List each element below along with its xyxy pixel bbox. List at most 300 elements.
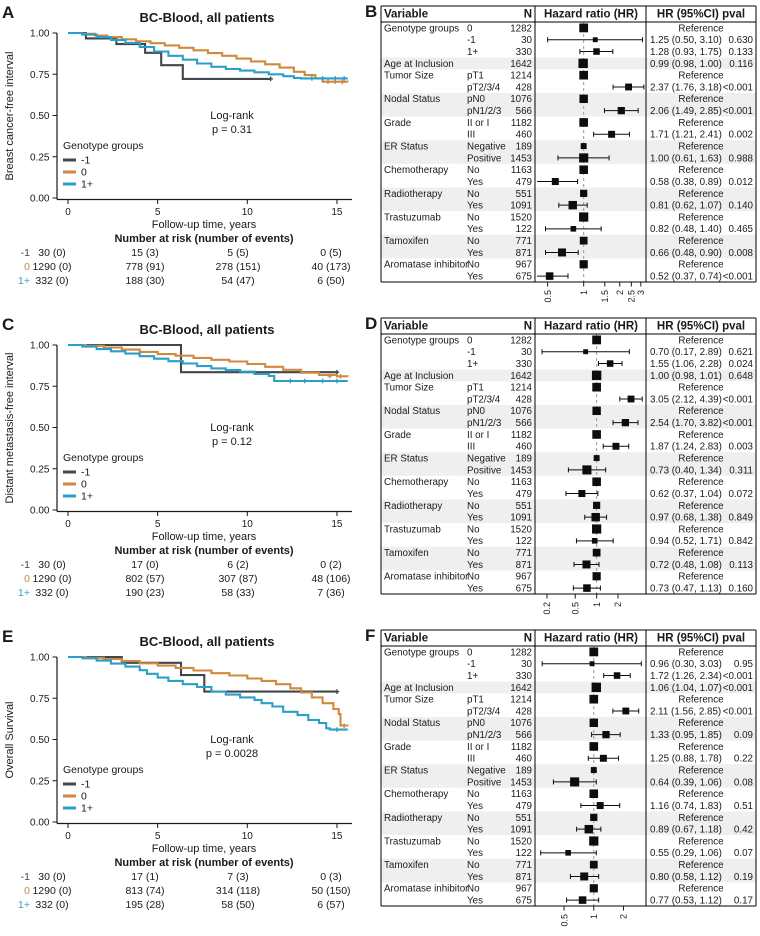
col-header-hr-ci: HR (95%CI) pval [656, 632, 746, 645]
row-level: 1+ [467, 670, 479, 682]
risk-row-group: 0 [24, 885, 30, 897]
row-estimate: 0.81 (0.62, 1.07) [650, 200, 722, 212]
hr-marker [590, 661, 595, 666]
row-estimate: 0.64 (0.39, 1.06) [650, 777, 722, 789]
hr-marker [571, 226, 577, 232]
forest-row [467, 895, 753, 906]
row-level: pN0 [467, 94, 485, 106]
logrank-pvalue: p = 0.0028 [205, 748, 259, 760]
legend-label: -1 [81, 778, 91, 791]
row-variable: Chemotherapy [384, 165, 449, 177]
legend-label: -1 [81, 154, 91, 167]
row-level: II or I [467, 117, 490, 129]
risk-value: 278 (151) [215, 261, 261, 273]
row-n: 460 [515, 753, 532, 765]
logrank-pvalue: p = 0.31 [211, 124, 253, 136]
panel-letter: C [2, 315, 15, 334]
hr-marker [585, 825, 593, 833]
col-header-variable: Variable [384, 320, 429, 333]
hr-marker [592, 407, 600, 415]
row-pvalue: 0.630 [728, 35, 753, 47]
row-level: Yes [467, 488, 483, 500]
x-axis-label: Follow-up time, years [151, 843, 257, 855]
row-n: 1520 [510, 212, 532, 224]
forest-row [384, 524, 724, 535]
panel-letter: E [2, 627, 14, 646]
forest-row [467, 359, 754, 370]
row-n: 1642 [510, 370, 532, 382]
row-estimate: 0.94 (0.52, 1.71) [650, 536, 722, 548]
row-n: 566 [515, 730, 532, 742]
forest-row [467, 489, 753, 500]
axis-tick-label: 0.2 [542, 602, 553, 615]
row-level: III [467, 441, 476, 453]
row-reference: Reference [678, 571, 724, 583]
row-level: pN1/2/3 [467, 730, 502, 742]
row-n: 771 [515, 860, 532, 872]
risk-value: 1290 (0) [32, 573, 72, 585]
forest-row [467, 671, 753, 682]
risk-row-group: 1+ [18, 275, 30, 287]
hr-marker [580, 872, 588, 880]
row-level: No [467, 477, 480, 489]
row-reference: Reference [678, 860, 724, 872]
row-n: 871 [515, 559, 532, 571]
col-header-n: N [523, 8, 532, 21]
hr-marker [590, 814, 597, 821]
risk-value: 332 (0) [35, 275, 69, 287]
hr-marker [565, 850, 571, 856]
row-pvalue: 0.311 [729, 465, 753, 477]
hr-marker [579, 71, 588, 80]
legend-label: 0 [81, 790, 87, 803]
row-variable: Tamoxifen [384, 548, 429, 560]
y-axis-label: Distant metastasis-free interval [4, 352, 16, 504]
hr-marker [592, 430, 601, 439]
row-pvalue: 0.51 [733, 800, 753, 812]
row-reference: Reference [678, 836, 724, 848]
row-level: No [467, 212, 480, 224]
row-n: 1182 [510, 429, 532, 441]
row-estimate: 0.99 (0.98, 1.00) [650, 58, 722, 70]
hr-marker [583, 349, 588, 354]
row-pvalue: 0.116 [729, 58, 753, 70]
row-level: 0 [467, 23, 473, 35]
row-level: 0 [467, 335, 473, 347]
row-n: 330 [515, 358, 532, 370]
row-reference: Reference [678, 117, 724, 129]
row-n: 1282 [510, 23, 532, 35]
row-n: 1453 [510, 465, 532, 477]
row-reference: Reference [678, 765, 724, 777]
panel-letter: A [2, 3, 15, 22]
row-variable: Tumor Size [384, 382, 434, 394]
row-level: No [467, 571, 480, 583]
row-level: -1 [467, 659, 476, 671]
row-n: 122 [515, 224, 532, 236]
row-pvalue: <0.001 [722, 706, 753, 718]
x-tick-label: 10 [241, 831, 253, 842]
row-pvalue: 0.003 [728, 441, 753, 453]
forest-row [384, 23, 724, 34]
row-estimate: 1.71 (1.21, 2.41) [650, 129, 722, 141]
forest-row [467, 35, 754, 46]
x-axis-label: Follow-up time, years [151, 219, 257, 231]
row-reference: Reference [678, 453, 724, 465]
risk-value: 40 (173) [311, 261, 351, 273]
row-reference: Reference [678, 335, 724, 347]
row-level: Yes [467, 583, 483, 595]
row-estimate: 0.62 (0.37, 1.04) [650, 488, 722, 500]
row-estimate: 1.06 (1.04, 1.07) [650, 682, 722, 694]
row-pvalue: <0.001 [722, 106, 753, 118]
row-n: 1453 [510, 777, 532, 789]
row-variable: Trastuzumab [384, 212, 441, 224]
row-n: 1182 [510, 741, 532, 753]
risk-value: 0 (3) [320, 871, 342, 883]
hr-marker [579, 212, 588, 221]
row-variable: Grade [384, 741, 412, 753]
row-level: No [467, 165, 480, 177]
row-level: Negative [467, 141, 506, 153]
hr-marker [608, 131, 615, 138]
row-pvalue: 0.95 [733, 659, 753, 671]
row-variable: Radiotherapy [384, 500, 443, 512]
hr-marker [589, 742, 598, 751]
row-reference: Reference [678, 718, 724, 730]
risk-row-group: -1 [20, 559, 30, 571]
hr-marker [592, 524, 601, 533]
panel-b-forest-plot [365, 0, 760, 312]
row-n: 871 [515, 247, 532, 259]
forest-row [467, 583, 754, 594]
row-n: 428 [515, 394, 532, 406]
forest-row [467, 706, 753, 717]
row-reference: Reference [678, 141, 724, 153]
x-tick-label: 0 [65, 831, 71, 842]
row-level: Yes [467, 871, 483, 883]
row-estimate: 0.70 (0.17, 2.89) [650, 347, 722, 359]
forest-row [384, 789, 724, 800]
hr-marker [558, 248, 566, 256]
row-estimate: 0.77 (0.53, 1.12) [650, 895, 722, 907]
forest-row [467, 754, 753, 765]
panel-letter: D [365, 314, 378, 333]
forest-row [384, 118, 724, 129]
row-n: 967 [515, 259, 532, 271]
row-pvalue: 0.19 [733, 871, 753, 883]
row-n: 1091 [510, 512, 532, 524]
row-n: 967 [515, 571, 532, 583]
row-n: 566 [515, 418, 532, 430]
risk-value: 802 (57) [125, 573, 165, 585]
row-level: No [467, 236, 480, 248]
col-header-n: N [523, 320, 532, 333]
row-n: 1182 [510, 117, 532, 129]
row-n: 1453 [510, 153, 532, 165]
row-estimate: 1.25 (0.50, 3.10) [650, 35, 722, 47]
row-level: Yes [467, 271, 483, 283]
row-reference: Reference [678, 236, 724, 248]
row-pvalue: <0.001 [722, 418, 753, 430]
row-level: Yes [467, 800, 483, 812]
x-tick-label: 0 [65, 519, 71, 530]
hr-marker [590, 861, 598, 869]
row-level: pN1/2/3 [467, 418, 502, 430]
row-n: 479 [515, 176, 532, 188]
risk-value: 332 (0) [35, 587, 69, 599]
chart-title: BC-Blood, all patients [139, 322, 275, 337]
hr-marker [578, 59, 587, 68]
row-reference: Reference [678, 23, 724, 35]
y-tick-label: 0.75 [30, 693, 50, 705]
risk-value: 6 (50) [317, 275, 345, 287]
row-level: No [467, 500, 480, 512]
row-level: Yes [467, 848, 483, 860]
y-tick-label: 1.00 [30, 28, 50, 40]
row-estimate: 2.54 (1.70, 3.82) [650, 418, 722, 430]
forest-row [467, 536, 753, 547]
row-estimate: 0.55 (0.29, 1.06) [650, 848, 722, 860]
risk-table-header: Number at risk (number of events) [114, 545, 294, 557]
hr-marker [593, 48, 600, 55]
row-estimate: 0.72 (0.48, 1.08) [650, 559, 722, 571]
row-reference: Reference [678, 382, 724, 394]
hr-marker [591, 767, 597, 773]
row-pvalue: 0.07 [733, 848, 753, 860]
row-n: 551 [515, 188, 532, 200]
legend-label: 0 [81, 478, 87, 491]
row-estimate: 3.05 (2.12, 4.39) [650, 394, 722, 406]
forest-row [467, 82, 753, 93]
row-level: pN0 [467, 718, 485, 730]
row-n: 30 [521, 659, 532, 671]
row-pvalue: 0.09 [733, 730, 753, 742]
hr-marker [568, 201, 576, 209]
row-level: 1+ [467, 46, 479, 58]
row-variable: Genotype groups [384, 23, 460, 35]
hr-marker [593, 549, 601, 557]
y-tick-label: 0.25 [30, 464, 50, 476]
row-reference: Reference [678, 812, 724, 824]
row-n: 122 [515, 848, 532, 860]
panel-letter: B [365, 2, 378, 21]
risk-value: 54 (47) [221, 275, 255, 287]
row-n: 1076 [510, 94, 532, 106]
panel-e-km-chart [0, 624, 365, 936]
logrank-pvalue: p = 0.12 [211, 436, 253, 448]
row-level: No [467, 789, 480, 801]
hr-marker [602, 731, 609, 738]
risk-value: 332 (0) [35, 899, 69, 911]
row-variable: Grade [384, 429, 412, 441]
hr-marker [580, 190, 587, 197]
row-reference: Reference [678, 741, 724, 753]
legend-label: -1 [81, 466, 91, 479]
x-tick-label: 10 [241, 519, 253, 530]
row-pvalue: 0.012 [728, 176, 753, 188]
row-estimate: 0.66 (0.48, 0.90) [650, 247, 722, 259]
risk-value: 1290 (0) [32, 261, 72, 273]
row-n: 1163 [510, 165, 532, 177]
row-level: No [467, 812, 480, 824]
forest-row [467, 130, 753, 141]
row-level: 1+ [467, 358, 479, 370]
hr-marker [597, 802, 604, 809]
hr-marker [592, 477, 601, 486]
col-header-hr-ci: HR (95%CI) pval [656, 320, 746, 333]
row-level: Yes [467, 895, 483, 907]
forest-row [384, 165, 724, 176]
row-reference: Reference [678, 406, 724, 418]
hr-marker [622, 419, 629, 426]
row-n: 967 [515, 883, 532, 895]
forest-row [467, 659, 754, 670]
row-level: No [467, 259, 480, 271]
row-estimate: 0.58 (0.38, 0.89) [650, 176, 722, 188]
hr-marker [580, 237, 588, 245]
axis-tick-label: 2 [618, 914, 629, 920]
row-variable: Tamoxifen [384, 860, 429, 872]
row-pvalue: 0.140 [728, 200, 753, 212]
row-pvalue: 0.648 [728, 370, 753, 382]
row-n: 1282 [510, 647, 532, 659]
risk-value: 813 (74) [125, 885, 165, 897]
hr-marker [583, 560, 591, 568]
row-n: 330 [515, 46, 532, 58]
axis-tick-label: 2.5 [626, 290, 637, 303]
row-variable: Tamoxifen [384, 236, 429, 248]
row-estimate: 0.73 (0.40, 1.34) [650, 465, 722, 477]
logrank-label: Log-rank [210, 110, 254, 122]
forest-row [467, 347, 753, 358]
row-pvalue: 0.988 [728, 153, 753, 165]
risk-value: 190 (23) [125, 587, 165, 599]
row-estimate: 2.06 (1.49, 2.85) [650, 106, 722, 118]
hr-marker [592, 336, 601, 345]
row-level: Yes [467, 536, 483, 548]
col-header-n: N [523, 632, 532, 645]
row-variable: Chemotherapy [384, 477, 449, 489]
y-tick-label: 0.00 [30, 817, 50, 829]
risk-value: 58 (33) [221, 587, 255, 599]
forest-row [384, 383, 724, 394]
row-reference: Reference [678, 94, 724, 106]
row-estimate: 1.00 (0.98, 1.01) [650, 370, 722, 382]
hr-marker [614, 672, 621, 679]
row-reference: Reference [678, 70, 724, 82]
row-level: No [467, 188, 480, 200]
y-tick-label: 0.25 [30, 152, 50, 164]
hr-marker [593, 502, 600, 509]
row-estimate: 1.55 (1.06, 2.28) [650, 358, 722, 370]
risk-table-header: Number at risk (number of events) [114, 857, 294, 869]
risk-value: 17 (0) [131, 559, 159, 571]
hr-marker [580, 260, 588, 268]
row-level: Yes [467, 176, 483, 188]
row-estimate: 1.00 (0.61, 1.63) [650, 153, 722, 165]
row-level: No [467, 836, 480, 848]
x-tick-label: 5 [154, 207, 161, 218]
hr-marker [579, 153, 588, 162]
row-estimate: 0.82 (0.48, 1.40) [650, 224, 722, 236]
row-n: 1214 [510, 694, 532, 706]
hr-marker [612, 443, 619, 450]
row-variable: Nodal Status [384, 94, 441, 106]
y-tick-label: 0.00 [30, 505, 50, 517]
row-n: 871 [515, 871, 532, 883]
row-n: 1642 [510, 58, 532, 70]
row-n: 771 [515, 236, 532, 248]
row-level: pT1 [467, 694, 484, 706]
row-estimate: 1.28 (0.93, 1.75) [650, 46, 722, 58]
row-n: 1163 [510, 789, 532, 801]
row-pvalue: 0.002 [728, 129, 753, 141]
hr-marker [582, 465, 591, 474]
risk-value: 6 (2) [227, 559, 249, 571]
risk-value: 1290 (0) [32, 885, 72, 897]
hr-marker [592, 683, 601, 692]
hr-marker [583, 584, 591, 592]
axis-tick-label: 1 [588, 914, 599, 920]
hr-marker [590, 884, 598, 892]
hr-marker [592, 383, 601, 392]
row-pvalue: 0.849 [728, 512, 753, 524]
risk-value: 30 (0) [38, 559, 66, 571]
row-estimate: 1.25 (0.88, 1.78) [650, 753, 722, 765]
row-n: 551 [515, 812, 532, 824]
row-pvalue: 0.17 [733, 895, 753, 907]
hr-marker [592, 371, 601, 380]
forest-row [384, 572, 724, 583]
hr-marker [579, 896, 587, 904]
axis-tick-label: 2 [614, 290, 625, 296]
legend-title: Genotype groups [63, 764, 144, 776]
row-level: Yes [467, 559, 483, 571]
forest-row [467, 848, 753, 859]
row-reference: Reference [678, 647, 724, 659]
row-pvalue: 0.08 [733, 777, 753, 789]
chart-title: BC-Blood, all patients [139, 634, 275, 649]
y-tick-label: 0.50 [30, 735, 50, 746]
risk-value: 778 (91) [125, 261, 165, 273]
col-header-hr-ci: HR (95%CI) pval [656, 8, 746, 21]
y-tick-label: 0.75 [30, 69, 50, 81]
row-n: 1091 [510, 200, 532, 212]
axis-tick-label: 2 [613, 602, 624, 608]
row-estimate: 0.97 (0.68, 1.38) [650, 512, 722, 524]
hr-marker [579, 24, 588, 33]
row-pvalue: 0.42 [733, 824, 753, 836]
hr-marker [570, 777, 579, 786]
risk-value: 30 (0) [38, 871, 66, 883]
row-level: 0 [467, 647, 473, 659]
row-estimate: 2.11 (1.56, 2.85) [650, 706, 722, 718]
row-n: 771 [515, 548, 532, 560]
row-variable: Genotype groups [384, 335, 460, 347]
row-n: 1520 [510, 524, 532, 536]
y-axis-label: Breast cancer-free interval [4, 51, 16, 181]
row-n: 30 [521, 347, 532, 359]
panel-d-forest-plot [365, 312, 760, 624]
row-reference: Reference [678, 694, 724, 706]
legend-label: 1+ [81, 178, 93, 191]
row-estimate: 2.37 (1.76, 3.18) [650, 82, 722, 94]
axis-tick-label: 0.5 [570, 602, 581, 615]
risk-table-header: Number at risk (number of events) [114, 233, 294, 245]
hr-marker [579, 118, 588, 127]
y-tick-label: 0.50 [30, 111, 50, 122]
